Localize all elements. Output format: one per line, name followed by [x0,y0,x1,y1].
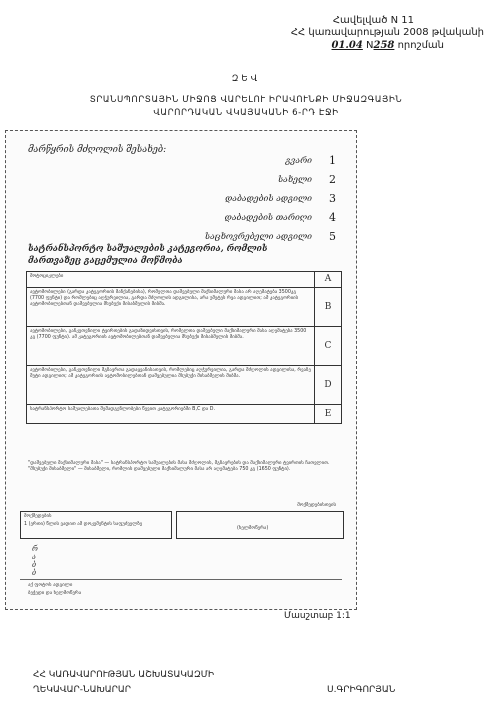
title-line-1: ՏՐԱՆՍՊՈՐՏԱՅԻՆ ՄԻՋՈՑ ՎԱՐԵԼՈՒ ԻՐԱՎՈՒՆՔԻ ՄԻՋԱԶԳԱՅԻՆ [89,95,403,105]
field-residence: საცხოვრებელი ადგილი [204,232,312,242]
category-c-desc: ავტომობილები, განკუთვნილი ტვირთების გადაზიდვისთვის, რომელთა დაშვებული მაქსიმალური მასა აღემატება 3500 კგ (7700 ფუნტი). ამ კატეგორიის ავტომობილებთან დაშვებულია მსუბუქი მისაბმელის მიბმა. [27,327,315,366]
decree-n: N [366,40,374,51]
field-surname: გვარი [285,156,312,166]
category-a-desc: მოტოციკლები [27,272,315,288]
footer-org-1: ՀՀ ԿԱՌԱՎԱՐՈՒԹՅԱՆ ԱՇԽԱՏԱԿԱԶՄԻ [33,670,215,680]
category-a-letter: A [315,272,342,288]
handwritten-number: 258 [373,40,395,51]
categories-heading-1: სატრანსპორტო საშუალების კატეგორია, რომლის [28,244,268,254]
signature-box [176,511,344,539]
title-line-2: ՎԱՐՈՐԴԱԿԱՆ ՎԿԱՅԱԿԱՆԻ 6-ՐԴ ԷՋԻ [153,108,339,118]
category-b-letter: B [315,288,342,327]
field-num-1: 1 [329,154,336,167]
appendix-number: Հավելված N 11 [332,15,414,26]
field-birthplace: დაბადების ადგილი [225,194,312,204]
category-d-letter: D [315,366,342,405]
small-label-4: ბ [32,569,37,577]
signature-line: (ხელმოწერა) [237,526,269,531]
bottom-rule [20,579,342,580]
photo-note: აქ ფოტოს ადგილი [28,583,73,588]
category-e-letter: E [315,405,342,424]
scale-label: Մասշտաբ 1:1 [284,611,351,621]
categories-table [26,271,342,424]
categories-heading-2: მართვაზეც გაცემულია მოწმობა [28,256,183,266]
form-code: ԶԵՎ [231,74,261,84]
field-num-4: 4 [329,211,336,224]
table-row [27,366,342,405]
category-e-desc: სატრანსპორტო საშუალებათა შემადგენლობები წევით კატეგორიებში B,C და D. [27,405,315,424]
restrictions-label: მოქმედების [24,514,52,519]
table-row [27,272,342,288]
small-labels [32,545,38,577]
licence-page-scan [5,130,357,610]
category-d-desc: ავტომობილები, განკუთვნილი მგზავრთა გადაყვანისათვის, რომლებიც აღჭურვილია, გარდა მძღოლის ადგილისა, რვაზე მეტი ადგილით; ამ კატეგორიის ავტომობილებთან დაშვებულია მსუბუქი მისაბმელის მიბმა. [27,366,315,405]
category-c-letter: C [315,327,342,366]
decree-reference [332,39,444,52]
field-num-3: 3 [329,192,336,205]
footer-signatory: Ս.ԳՐԻԳՈՐՅԱՆ [327,685,396,695]
small-label-3: ბ [32,561,37,569]
handwritten-date: 01.04 [331,40,363,51]
table-row [27,327,342,366]
government-line: ՀՀ կառավարության 2008 թվականի [290,27,484,38]
table-row [27,405,342,424]
table-row [27,288,342,327]
validity-label: მოქმედებისთვის [297,503,336,508]
category-b-desc: ავტომობილები (გარდა კატეგორიის მანქანებისა), რომელთა დაშვებული მაქსიმალური მასა არ აღემატება 3500კგ (7700 ფუნტი) და რომლებიც აღჭურვილია, გარდა მძღოლის ადგილისა, არა უმეტეს რვა ადგილით; ამ კატეგორიის ავტომობილებთან დაშვებულია მსუბუქი მისაბმელის მიბმა. [27,288,315,327]
small-label-1: რ [32,545,38,553]
footer-org-2: ՂԵԿԱՎԱՐ-ՆԱԽԱՐԱՐ [33,685,132,695]
field-num-5: 5 [329,230,336,243]
field-num-2: 2 [329,173,336,186]
field-birthdate: დაბადების თარიღი [224,213,312,223]
definitions-note: "დაშვებული მაქსიმალური მასა" — სატრანსპორტო საშუალების მასა მძღოლის, მგზავრების და მაქსიმალური ტვირთის ჩათვლით. "მსუბუქი მისაბმელი" — მისაბმელი, რომლის დაშვებული მაქსიმალური მასა არ აღემატება 750 კგ (1650 ფუნტი). [28,461,330,473]
small-label-2: ა [32,553,36,561]
decree-suffix: որոշման [397,40,444,51]
restriction-text: 1 (ერთი) წლის ვადით ამ დოკუმენტის საფუძველზე [24,522,143,528]
restriction-box [20,511,172,539]
stamp-note: ბეჭედი და ხელმოწერა [28,591,82,596]
field-name: სახელი [278,175,312,185]
holder-heading: მარწყრის მძღოლის შესახებ: [28,145,167,155]
